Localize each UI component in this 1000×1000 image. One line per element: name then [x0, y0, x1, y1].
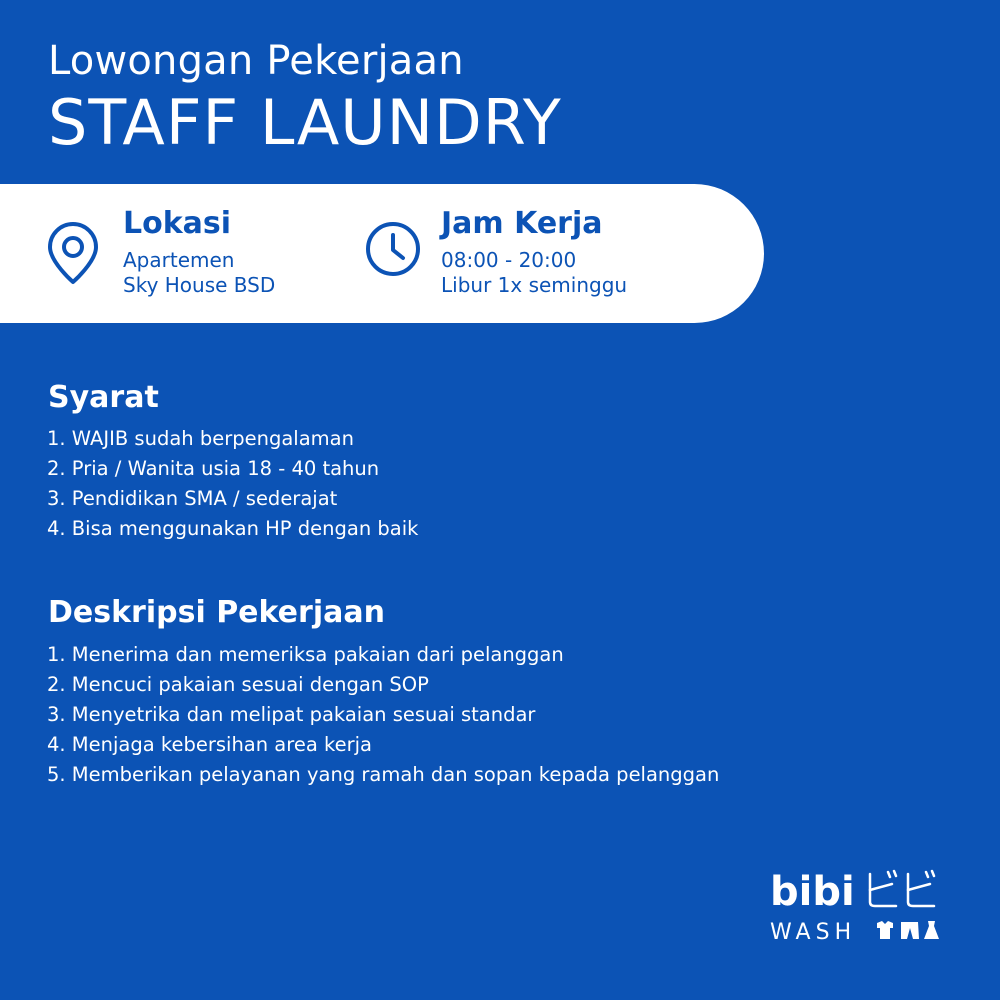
list-item: 2. Mencuci pakaian sesuai dengan SOP — [47, 673, 429, 696]
list-item: 3. Pendidikan SMA / sederajat — [47, 487, 338, 510]
list-item: 2. Pria / Wanita usia 18 - 40 tahun — [47, 457, 380, 480]
brand-tagline: WASH — [770, 920, 857, 945]
requirements-list — [47, 424, 418, 544]
hours-line-1: 08:00 - 20:00 — [441, 248, 577, 272]
requirements-title: Syarat — [48, 380, 159, 415]
hours-line-2: Libur 1x seminggu — [441, 273, 628, 297]
brand-name: bibi — [770, 869, 855, 915]
job-description-title: Deskripsi Pekerjaan — [48, 595, 385, 630]
list-item: 3. Menyetrika dan melipat pakaian sesuai standar — [47, 703, 536, 726]
shirt-icon — [877, 921, 893, 939]
pants-icon — [901, 922, 919, 939]
brand-katakana — [870, 871, 934, 906]
location-title: Lokasi — [123, 206, 232, 241]
clock-icon — [364, 220, 422, 282]
header-subtitle: Lowongan Pekerjaan — [48, 38, 464, 84]
brand-logo — [770, 868, 960, 948]
info-card — [0, 184, 764, 323]
list-item: 4. Bisa menggunakan HP dengan baik — [47, 517, 419, 540]
list-item: 5. Memberikan pelayanan yang ramah dan sopan kepada pelanggan — [47, 763, 720, 786]
list-item: 1. Menerima dan memeriksa pakaian dari pelanggan — [47, 643, 564, 666]
hours-title: Jam Kerja — [441, 206, 603, 241]
header-title: STAFF LAUNDRY — [48, 86, 562, 159]
location-pin-icon — [46, 220, 100, 290]
location-line-2: Sky House BSD — [123, 273, 276, 297]
list-item: 4. Menjaga kebersihan area kerja — [47, 733, 372, 756]
dress-icon — [924, 921, 939, 939]
list-item: 1. WAJIB sudah berpengalaman — [47, 427, 354, 450]
job-description-list — [47, 640, 719, 790]
location-line-1: Apartemen — [123, 248, 235, 272]
